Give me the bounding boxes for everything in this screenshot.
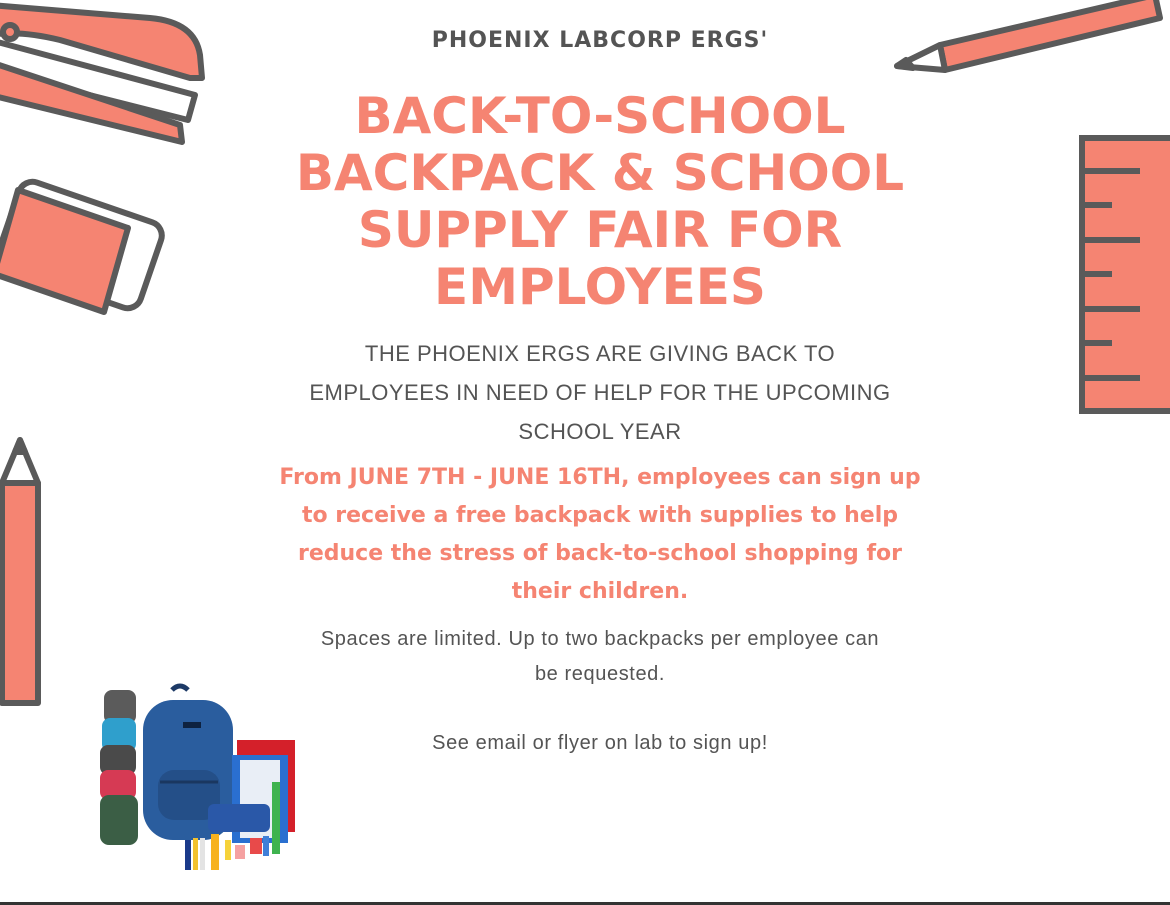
limits-line: Spaces are limited. Up to two backpacks per employee can bbox=[320, 628, 880, 650]
dates-line: From JUNE 7TH - JUNE 16TH, employees can sign up bbox=[279, 465, 921, 490]
subhead-line: SCHOOL YEAR bbox=[518, 419, 682, 444]
subhead-line: THE PHOENIX ERGS ARE GIVING BACK TO bbox=[364, 341, 836, 366]
dates-line: reduce the stress of back-to-school shopping for bbox=[297, 541, 903, 566]
dates-line: to receive a free backpack with supplies to help bbox=[302, 503, 898, 528]
stapler-icon bbox=[0, 5, 202, 142]
headline-line: BACK-TO-SCHOOL bbox=[354, 87, 846, 145]
eraser-icon bbox=[0, 178, 166, 312]
flyer-headline bbox=[250, 88, 950, 316]
pencil-icon bbox=[2, 440, 38, 703]
headline-line: EMPLOYEES bbox=[434, 258, 766, 316]
org-title: PHOENIX LABCORP ERGS' bbox=[431, 28, 769, 53]
limits-line: be requested. bbox=[534, 663, 666, 685]
ruler-icon bbox=[1082, 138, 1170, 411]
flyer-subheading bbox=[270, 334, 930, 451]
limits-paragraph bbox=[270, 622, 930, 692]
headline-line: BACKPACK & SCHOOL bbox=[295, 144, 905, 202]
backpack-bundle-image bbox=[100, 686, 295, 870]
headline-line: SUPPLY FAIR FOR bbox=[357, 201, 843, 259]
signup-instructions: See email or flyer on lab to sign up! bbox=[432, 732, 768, 754]
dates-line: their children. bbox=[511, 579, 689, 604]
signup-dates-paragraph bbox=[260, 459, 940, 611]
subhead-line: EMPLOYEES IN NEED OF HELP FOR THE UPCOMING bbox=[309, 380, 891, 405]
